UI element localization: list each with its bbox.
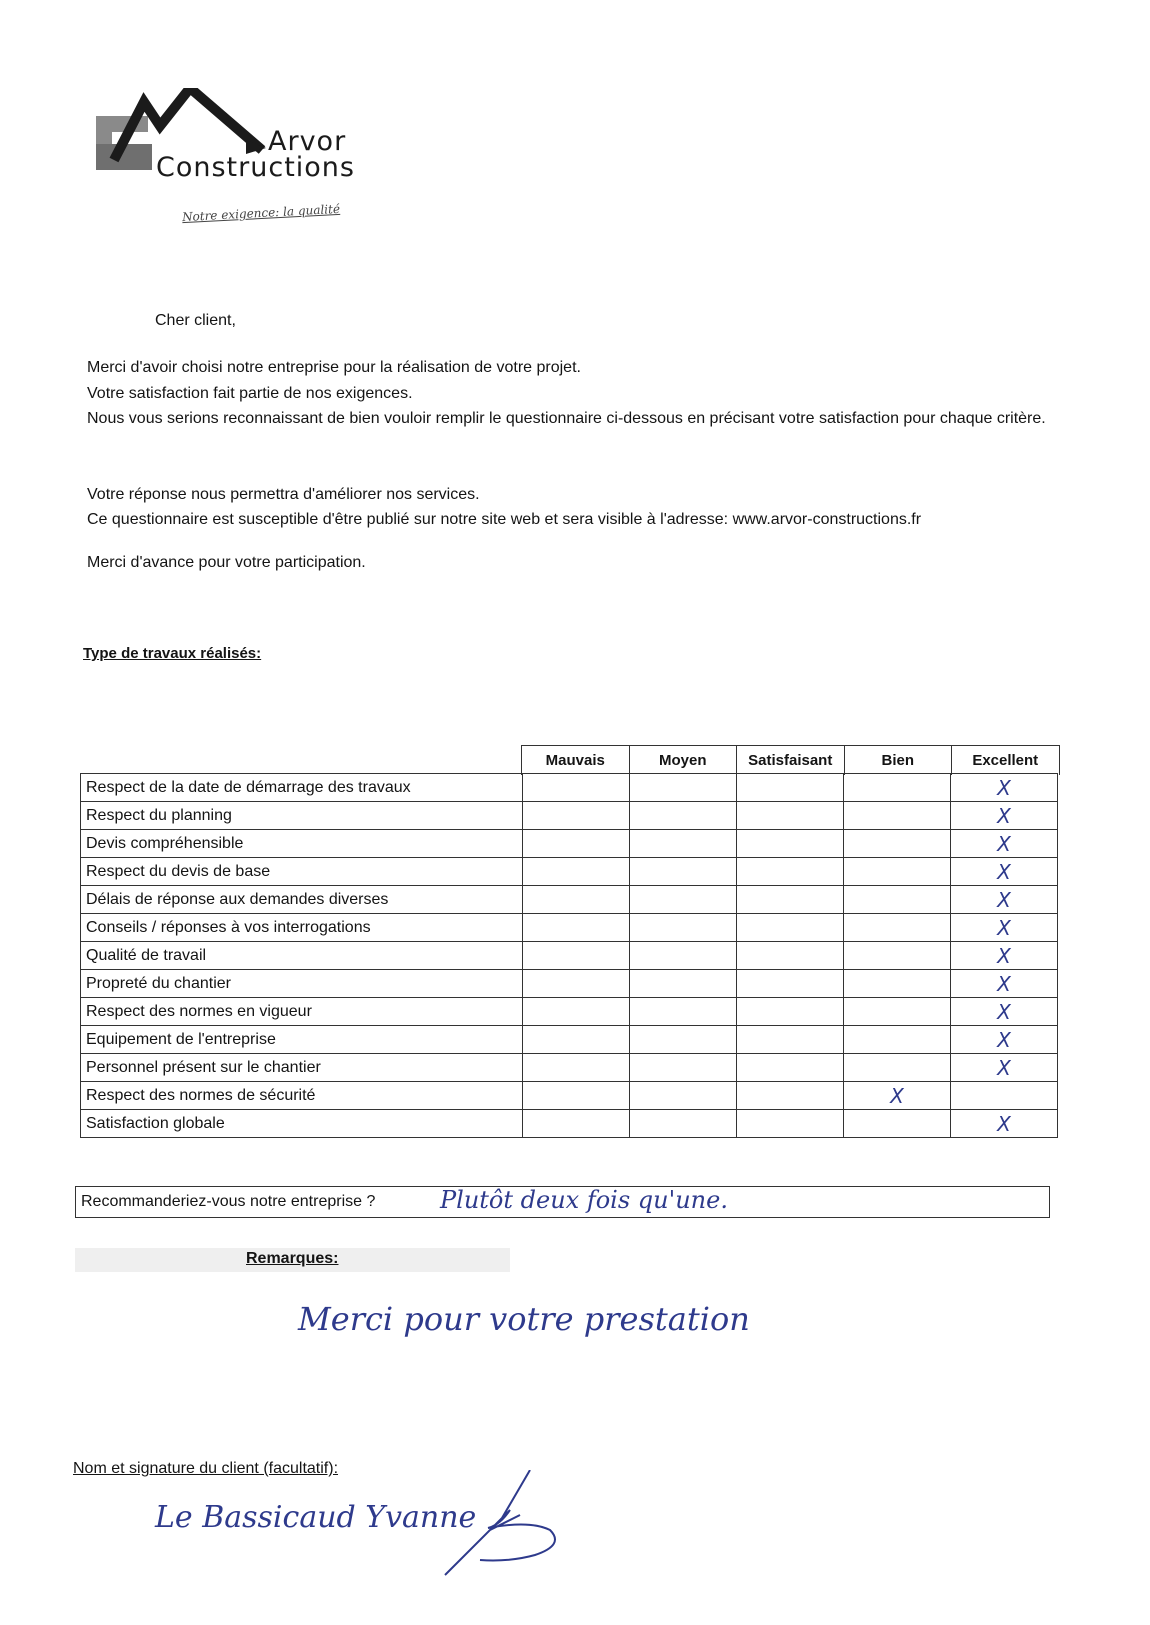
rating-cell-satisfaisant[interactable] xyxy=(737,998,844,1026)
rating-row xyxy=(81,802,1058,830)
checkmark-x: X xyxy=(997,831,1011,856)
checkmark-x: X xyxy=(997,999,1011,1024)
rating-row xyxy=(81,1026,1058,1054)
rating-cell-bien[interactable] xyxy=(844,942,951,970)
signature-label: Nom et signature du client (facultatif): xyxy=(73,1460,339,1477)
criterion-label: Devis compréhensible xyxy=(81,830,523,858)
rating-cell-moyen[interactable] xyxy=(630,1054,737,1082)
rating-cell-moyen[interactable] xyxy=(630,1026,737,1054)
criterion-label: Respect des normes de sécurité xyxy=(81,1082,523,1110)
rating-cell-excellent[interactable] xyxy=(951,1026,1058,1054)
checkmark-x: X xyxy=(997,943,1011,968)
rating-cell-bien[interactable] xyxy=(844,830,951,858)
criterion-label: Respect du devis de base xyxy=(81,858,523,886)
rating-cell-moyen[interactable] xyxy=(630,914,737,942)
checkmark-x: X xyxy=(997,1111,1011,1136)
checkmark-x: X xyxy=(997,887,1011,912)
rating-row xyxy=(81,830,1058,858)
letter-paragraph-5: Ce questionnaire est susceptible d'être publié sur notre site web et sera visible à l'adresse: www.arvor-constructions.fr xyxy=(87,511,922,528)
rating-cell-mauvais[interactable] xyxy=(523,1026,630,1054)
criterion-label: Respect des normes en vigueur xyxy=(81,998,523,1026)
rating-cell-excellent[interactable] xyxy=(951,1054,1058,1082)
column-header-mauvais: Mauvais xyxy=(521,745,630,775)
rating-cell-mauvais[interactable] xyxy=(523,802,630,830)
column-header-excellent: Excellent xyxy=(951,745,1060,775)
rating-table xyxy=(80,773,1058,1138)
rating-cell-excellent[interactable] xyxy=(951,1110,1058,1138)
rating-cell-satisfaisant[interactable] xyxy=(737,774,844,802)
rating-cell-excellent[interactable] xyxy=(951,886,1058,914)
letter-paragraph-6: Merci d'avance pour votre participation. xyxy=(87,554,366,571)
checkmark-x: X xyxy=(997,859,1011,884)
logo-line2: Constructions xyxy=(156,152,355,183)
rating-cell-mauvais[interactable] xyxy=(523,998,630,1026)
rating-cell-satisfaisant[interactable] xyxy=(737,1110,844,1138)
rating-cell-moyen[interactable] xyxy=(630,774,737,802)
rating-cell-bien[interactable] xyxy=(844,1110,951,1138)
checkmark-x: X xyxy=(997,1055,1011,1080)
column-header-moyen: Moyen xyxy=(629,745,738,775)
rating-cell-excellent[interactable] xyxy=(951,970,1058,998)
checkmark-x: X xyxy=(997,1027,1011,1052)
rating-cell-bien[interactable] xyxy=(844,858,951,886)
rating-cell-moyen[interactable] xyxy=(630,942,737,970)
letter-paragraph-4: Votre réponse nous permettra d'améliorer nos services. xyxy=(87,486,480,503)
rating-cell-satisfaisant[interactable] xyxy=(737,886,844,914)
letter-paragraph-3: Nous vous serions reconnaissant de bien vouloir remplir le questionnaire ci-dessous en précisant votre satisfaction pour chaque critère. xyxy=(87,410,1046,427)
rating-row xyxy=(81,942,1058,970)
rating-cell-mauvais[interactable] xyxy=(523,914,630,942)
client-name[interactable]: Le Bassicaud Yvanne xyxy=(155,1500,477,1535)
rating-cell-bien[interactable] xyxy=(844,1082,951,1110)
signature-scribble-icon xyxy=(440,1470,570,1580)
rating-cell-excellent[interactable] xyxy=(951,998,1058,1026)
logo-slogan: Notre exigence: la qualité xyxy=(181,201,341,225)
salutation: Cher client, xyxy=(155,312,236,329)
letter-paragraph-2: Votre satisfaction fait partie de nos exigences. xyxy=(87,385,413,402)
rating-cell-satisfaisant[interactable] xyxy=(737,914,844,942)
remarks-text[interactable]: Merci pour votre prestation xyxy=(298,1300,750,1338)
criterion-label: Respect de la date de démarrage des travaux xyxy=(81,774,523,802)
rating-cell-excellent[interactable] xyxy=(951,914,1058,942)
rating-cell-excellent[interactable] xyxy=(951,858,1058,886)
recommend-answer[interactable]: Plutôt deux fois qu'une. xyxy=(440,1186,728,1214)
letter-paragraph-1: Merci d'avoir choisi notre entreprise pour la réalisation de votre projet. xyxy=(87,359,581,376)
criterion-label: Equipement de l'entreprise xyxy=(81,1026,523,1054)
rating-cell-excellent[interactable] xyxy=(951,942,1058,970)
checkmark-x: X xyxy=(890,1083,904,1108)
rating-row xyxy=(81,886,1058,914)
checkmark-x: X xyxy=(997,971,1011,996)
rating-cell-excellent[interactable] xyxy=(951,1082,1058,1110)
rating-cell-moyen[interactable] xyxy=(630,970,737,998)
column-header-satisfaisant: Satisfaisant xyxy=(736,745,845,775)
rating-cell-satisfaisant[interactable] xyxy=(737,1082,844,1110)
criterion-label: Satisfaction globale xyxy=(81,1110,523,1138)
rating-row xyxy=(81,970,1058,998)
rating-cell-bien[interactable] xyxy=(844,1026,951,1054)
rating-cell-satisfaisant[interactable] xyxy=(737,858,844,886)
rating-cell-satisfaisant[interactable] xyxy=(737,1054,844,1082)
rating-cell-moyen[interactable] xyxy=(630,858,737,886)
checkmark-x: X xyxy=(997,915,1011,940)
rating-cell-mauvais[interactable] xyxy=(523,774,630,802)
rating-cell-mauvais[interactable] xyxy=(523,1054,630,1082)
rating-cell-bien[interactable] xyxy=(844,774,951,802)
rating-cell-moyen[interactable] xyxy=(630,1082,737,1110)
rating-cell-moyen[interactable] xyxy=(630,1110,737,1138)
rating-cell-mauvais[interactable] xyxy=(523,830,630,858)
rating-row xyxy=(81,858,1058,886)
rating-row xyxy=(81,1082,1058,1110)
rating-cell-mauvais[interactable] xyxy=(523,858,630,886)
column-header-bien: Bien xyxy=(844,745,953,775)
rating-cell-satisfaisant[interactable] xyxy=(737,970,844,998)
rating-row xyxy=(81,998,1058,1026)
criterion-label: Propreté du chantier xyxy=(81,970,523,998)
checkmark-x: X xyxy=(997,803,1011,828)
rating-cell-excellent[interactable] xyxy=(951,830,1058,858)
rating-cell-mauvais[interactable] xyxy=(523,1082,630,1110)
criterion-label: Respect du planning xyxy=(81,802,523,830)
rating-cell-moyen[interactable] xyxy=(630,802,737,830)
rating-row xyxy=(81,914,1058,942)
rating-cell-mauvais[interactable] xyxy=(523,942,630,970)
remarks-label: Remarques: xyxy=(246,1250,339,1267)
rating-cell-bien[interactable] xyxy=(844,802,951,830)
rating-cell-bien[interactable] xyxy=(844,970,951,998)
criterion-label: Conseils / réponses à vos interrogations xyxy=(81,914,523,942)
rating-cell-excellent[interactable] xyxy=(951,774,1058,802)
rating-cell-bien[interactable] xyxy=(844,1054,951,1082)
rating-cell-satisfaisant[interactable] xyxy=(737,802,844,830)
rating-row xyxy=(81,774,1058,802)
criterion-label: Qualité de travail xyxy=(81,942,523,970)
rating-cell-bien[interactable] xyxy=(844,998,951,1026)
rating-cell-moyen[interactable] xyxy=(630,998,737,1026)
rating-cell-satisfaisant[interactable] xyxy=(737,942,844,970)
rating-cell-moyen[interactable] xyxy=(630,886,737,914)
recommend-label: Recommanderiez-vous notre entreprise ? xyxy=(81,1193,376,1210)
rating-cell-bien[interactable] xyxy=(844,886,951,914)
criterion-label: Personnel présent sur le chantier xyxy=(81,1054,523,1082)
criterion-label: Délais de réponse aux demandes diverses xyxy=(81,886,523,914)
rating-cell-mauvais[interactable] xyxy=(523,1110,630,1138)
rating-cell-mauvais[interactable] xyxy=(523,886,630,914)
rating-row xyxy=(81,1110,1058,1138)
rating-cell-excellent[interactable] xyxy=(951,802,1058,830)
rating-cell-mauvais[interactable] xyxy=(523,970,630,998)
company-logo xyxy=(96,88,416,198)
rating-cell-satisfaisant[interactable] xyxy=(737,1026,844,1054)
rating-cell-moyen[interactable] xyxy=(630,830,737,858)
logo-line1: Arvor xyxy=(268,126,347,157)
client-signature xyxy=(440,1470,570,1580)
checkmark-x: X xyxy=(997,775,1011,800)
rating-cell-satisfaisant[interactable] xyxy=(737,830,844,858)
rating-row xyxy=(81,1054,1058,1082)
section-title: Type de travaux réalisés: xyxy=(83,645,262,662)
rating-cell-bien[interactable] xyxy=(844,914,951,942)
